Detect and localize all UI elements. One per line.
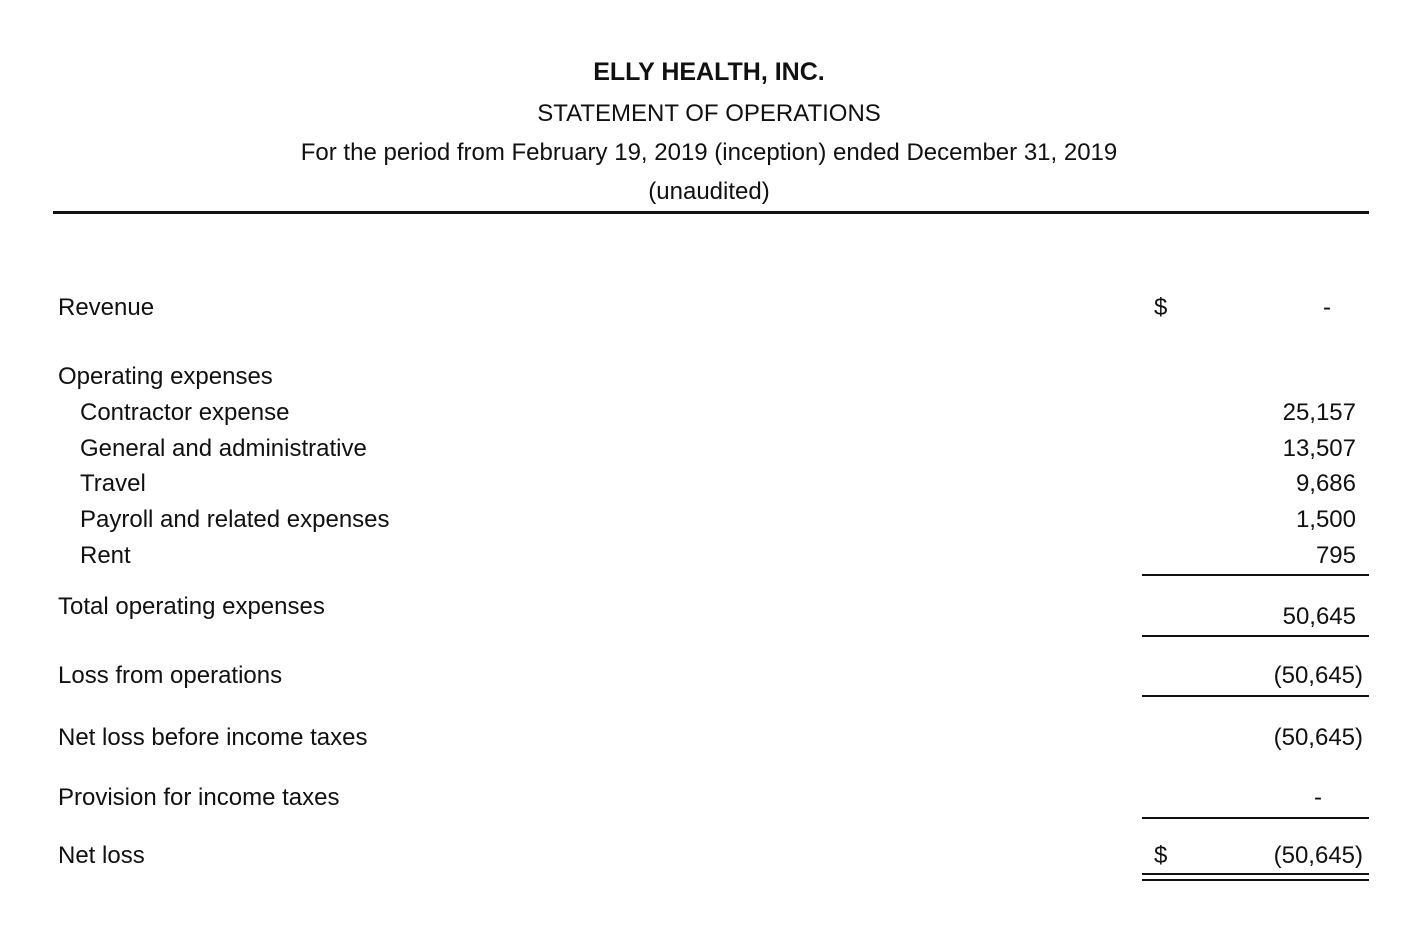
expense-label-payroll: Payroll and related expenses	[80, 506, 390, 533]
provision-for-taxes-value: -	[1314, 784, 1322, 811]
provision-for-taxes-label: Provision for income taxes	[58, 784, 340, 811]
operations-rule	[1142, 695, 1369, 697]
audit-status: (unaudited)	[648, 178, 770, 205]
expense-value-general-administrative: 13,507	[1282, 435, 1356, 462]
loss-from-operations-value: (50,645)	[1273, 662, 1363, 689]
expense-value-payroll: 1,500	[1295, 506, 1356, 533]
net-loss-double-rule	[1142, 873, 1369, 881]
expense-label-general-administrative: General and administrative	[80, 435, 367, 462]
period-description: For the period from February 19, 2019 (inception) ended December 31, 2019	[300, 139, 1118, 166]
net-loss-value: (50,645)	[1273, 842, 1363, 869]
total-operating-expenses-value: 50,645	[1282, 603, 1356, 630]
expense-label-rent: Rent	[80, 542, 131, 569]
statement-title: STATEMENT OF OPERATIONS	[537, 100, 881, 127]
expense-label-contractor: Contractor expense	[80, 399, 290, 426]
total-rule	[1142, 635, 1369, 637]
operating-expenses-heading: Operating expenses	[58, 363, 273, 390]
revenue-currency-symbol: $	[1154, 294, 1168, 321]
revenue-value: -	[1323, 294, 1331, 321]
subtotal-rule	[1142, 574, 1369, 576]
total-operating-expenses-label: Total operating expenses	[58, 593, 325, 620]
net-loss-before-taxes-label: Net loss before income taxes	[58, 724, 368, 751]
expense-value-travel: 9,686	[1295, 470, 1356, 497]
loss-from-operations-label: Loss from operations	[58, 662, 283, 689]
net-loss-before-taxes-value: (50,645)	[1273, 724, 1363, 751]
expense-value-rent: 795	[1315, 542, 1356, 569]
net-loss-currency-symbol: $	[1154, 842, 1168, 869]
net-loss-label: Net loss	[58, 842, 145, 869]
expense-value-contractor: 25,157	[1282, 399, 1356, 426]
company-name: ELLY HEALTH, INC.	[593, 58, 825, 86]
revenue-label: Revenue	[58, 294, 155, 321]
header-divider	[53, 211, 1369, 214]
tax-rule	[1142, 817, 1369, 819]
expense-label-travel: Travel	[80, 470, 146, 497]
